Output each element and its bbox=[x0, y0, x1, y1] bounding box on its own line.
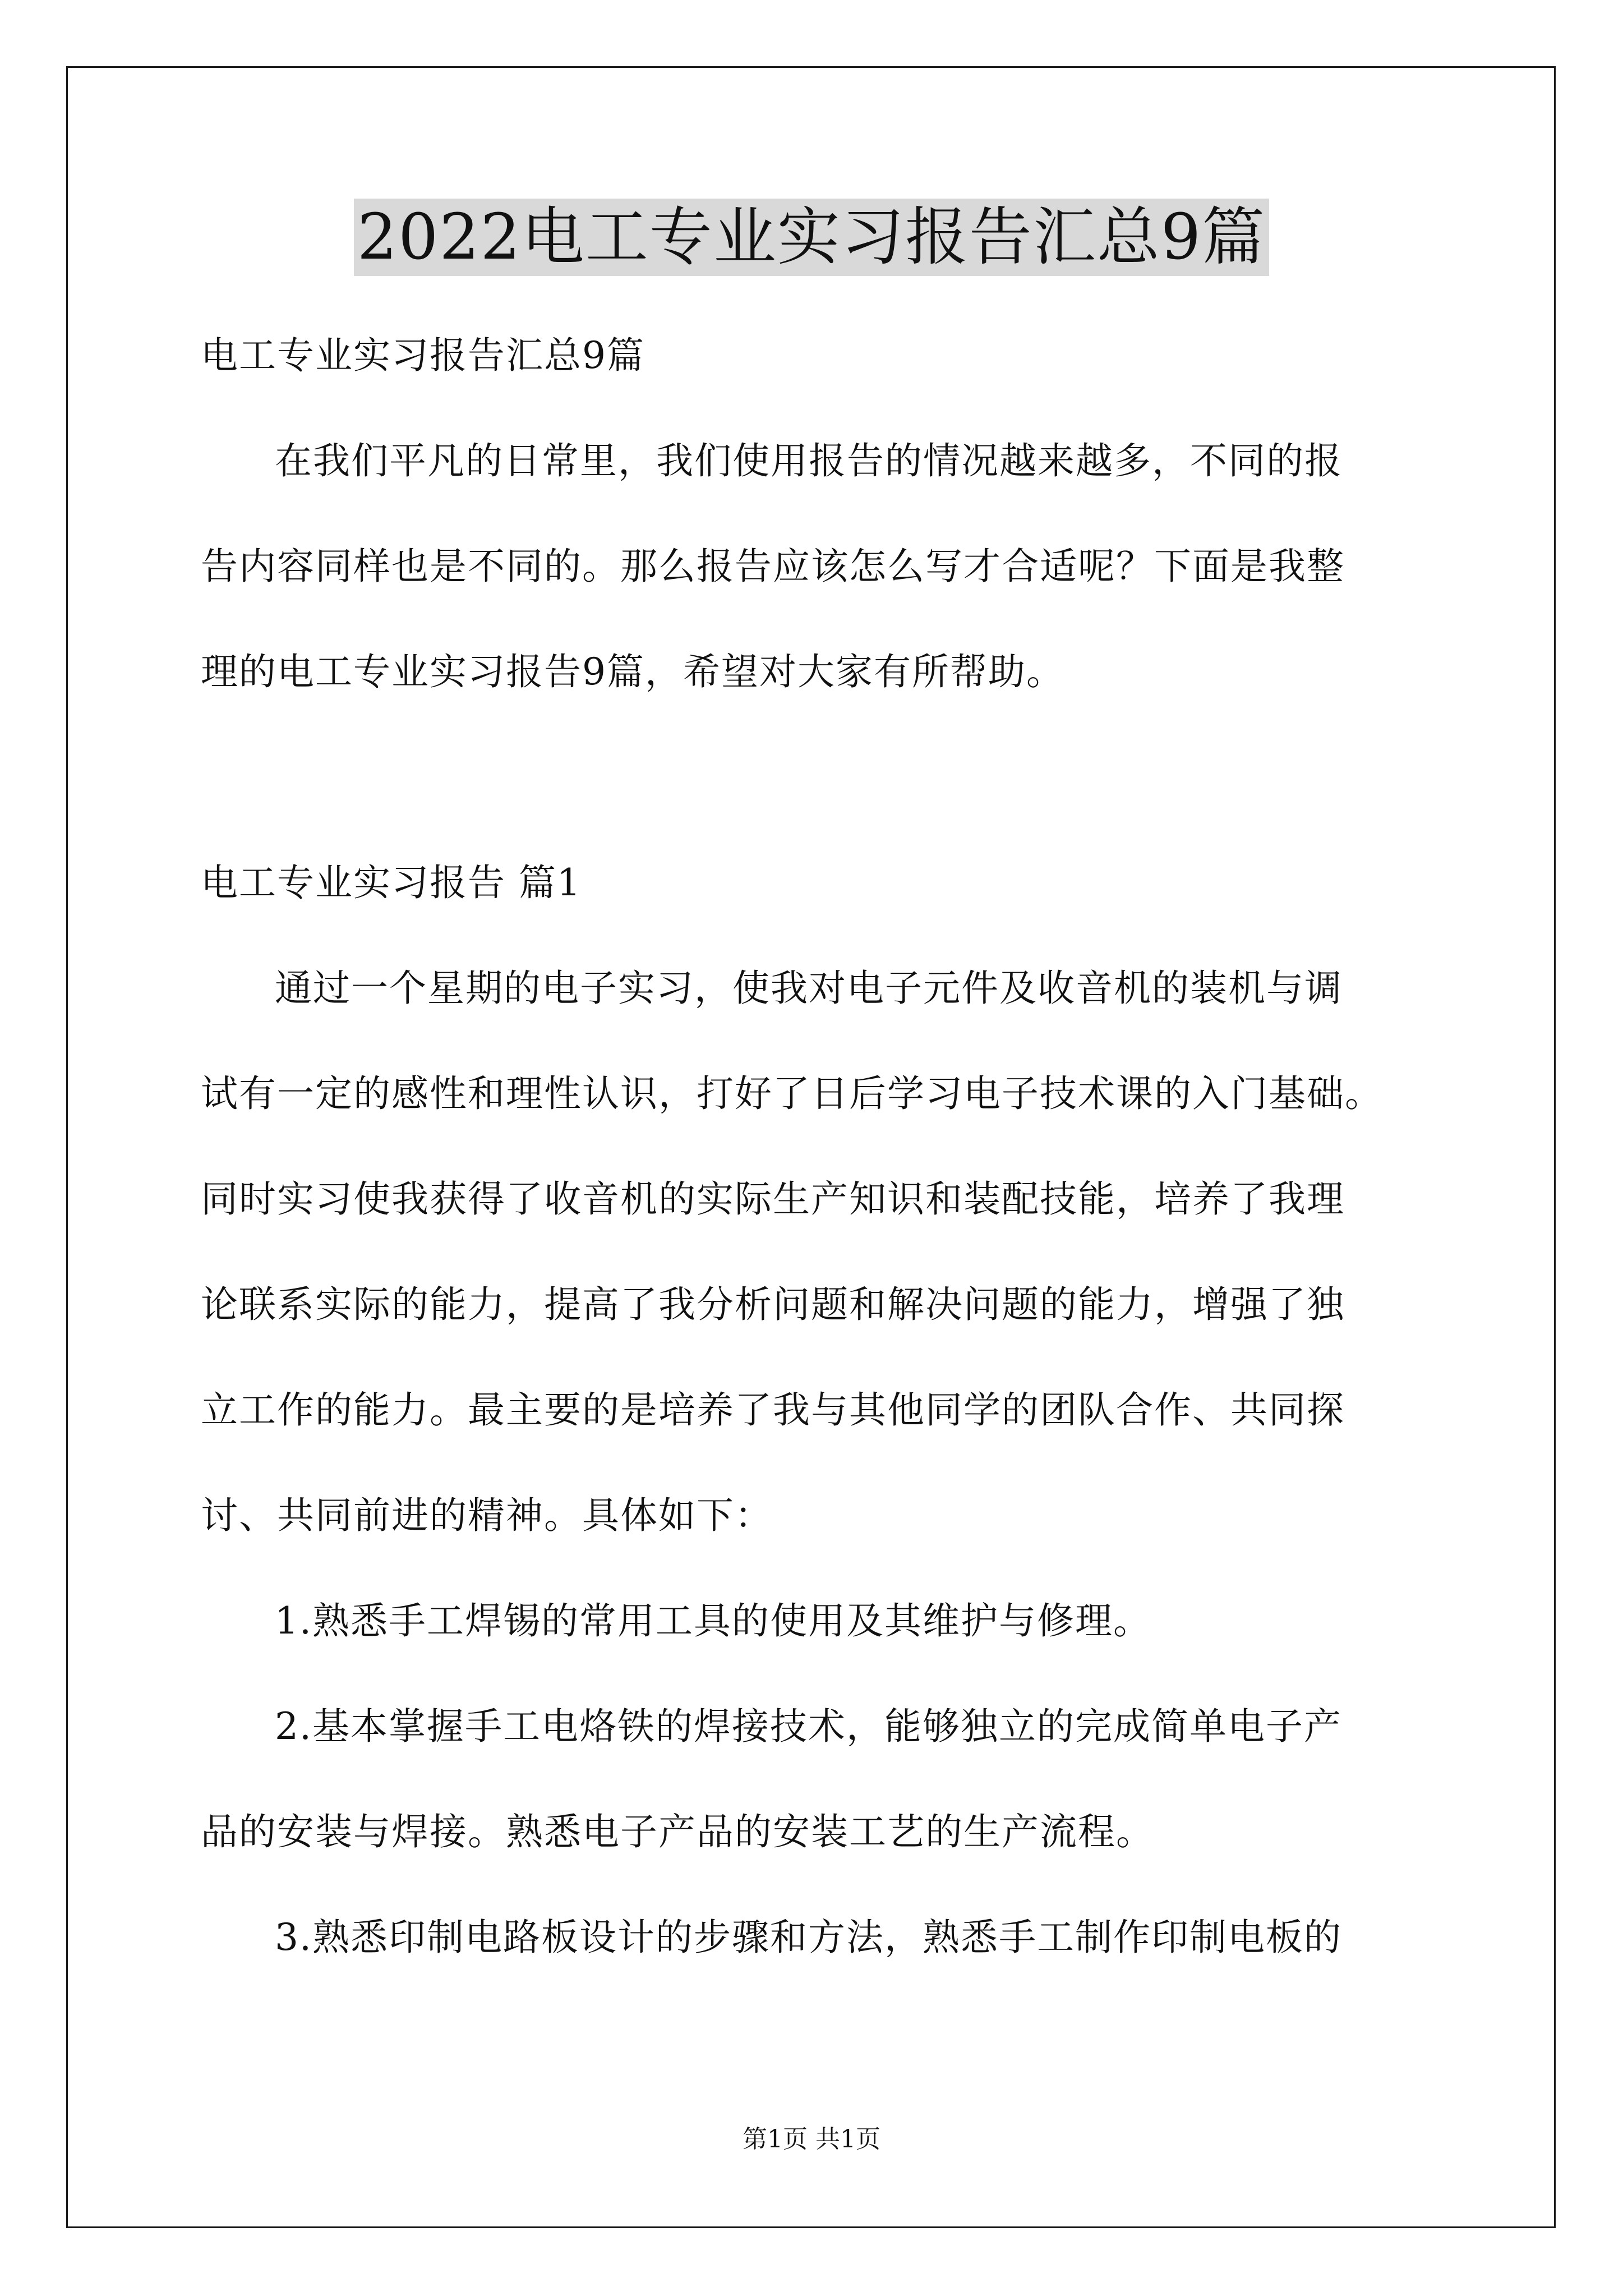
intro-line-1: 在我们平凡的日常里，我们使用报告的情况越来越多，不同的报 bbox=[275, 439, 1343, 482]
para1-line-3: 同时实习使我获得了收音机的实际生产知识和装配技能，培养了我理 bbox=[201, 1177, 1345, 1221]
list-item-2-line-2: 品的安装与焊接。熟悉电子产品的安装工艺的生产流程。 bbox=[201, 1810, 1154, 1853]
page-footer: 第1页 共1页 bbox=[743, 2125, 880, 2154]
para1-line-6: 讨、共同前进的精神。具体如下： bbox=[201, 1494, 773, 1537]
para1-line-2: 试有一定的感性和理性认识，打好了日后学习电子技术课的入门基础。 bbox=[201, 1072, 1383, 1115]
list-item-1: 1.熟悉手工焊锡的常用工具的使用及其维护与修理。 bbox=[275, 1599, 1151, 1642]
document-subtitle: 电工专业实习报告汇总9篇 bbox=[201, 334, 645, 377]
document-title: 2022电工专业实习报告汇总9篇 bbox=[354, 199, 1269, 276]
document-body bbox=[201, 303, 1435, 1990]
intro-line-2: 告内容同样也是不同的。那么报告应该怎么写才合适呢？下面是我整 bbox=[201, 545, 1345, 588]
title-container bbox=[0, 199, 1623, 276]
section-heading: 电工专业实习报告 篇1 bbox=[201, 861, 582, 904]
list-item-3-line-1: 3.熟悉印制电路板设计的步骤和方法，熟悉手工制作印制电板的 bbox=[275, 1916, 1342, 1959]
para1-line-1: 通过一个星期的电子实习，使我对电子元件及收音机的装机与调 bbox=[275, 967, 1343, 1010]
para1-line-4: 论联系实际的能力，提高了我分析问题和解决问题的能力，增强了独 bbox=[201, 1283, 1345, 1326]
para1-line-5: 立工作的能力。最主要的是培养了我与其他同学的团队合作、共同探 bbox=[201, 1388, 1345, 1432]
section-spacer bbox=[201, 725, 1435, 830]
intro-line-3: 理的电工专业实习报告9篇，希望对大家有所帮助。 bbox=[201, 650, 1064, 693]
list-item-2-line-1: 2.基本掌握手工电烙铁的焊接技术，能够独立的完成简单电子产 bbox=[275, 1705, 1342, 1748]
